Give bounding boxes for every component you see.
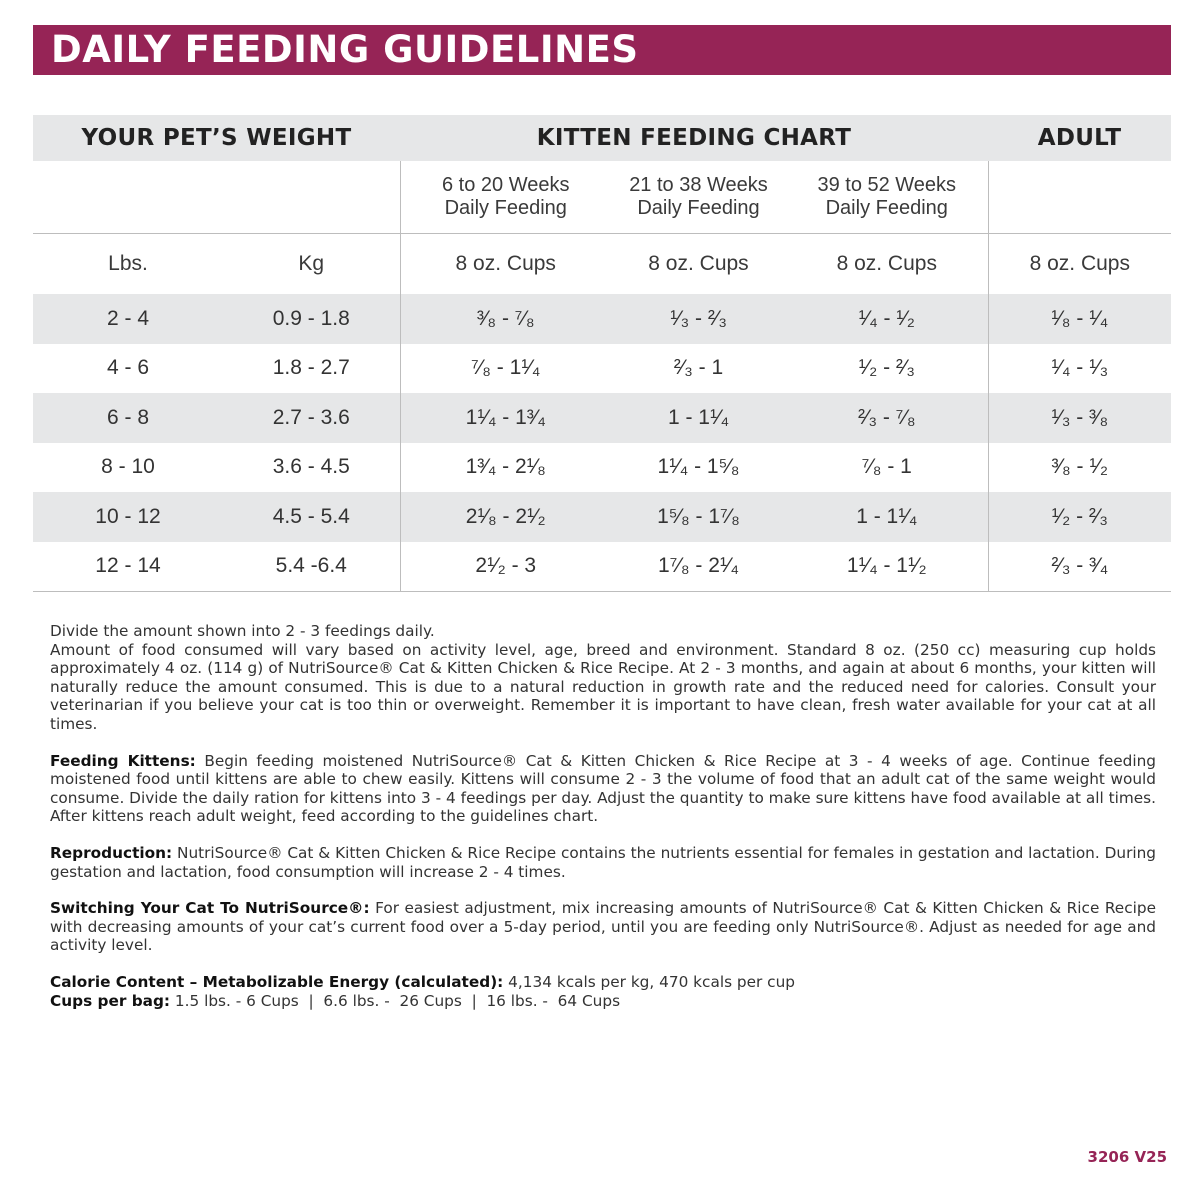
- cups-unit-header: 8 oz. Cups: [836, 252, 937, 275]
- cups-cell: ¹⁄₃ - ³⁄₈: [988, 393, 1171, 443]
- reproduction-note: Reproduction: NutriSource® Cat & Kitten Chicken & Rice Recipe contains the nutrients essential for females in gestation and lactation. During gestation and lactation, food consumption will increase 2 - 4 times.: [50, 843, 1157, 881]
- cups-cell: ¹⁄₈ - ¹⁄₄: [988, 294, 1171, 344]
- lbs-cell: 10 - 12: [33, 492, 223, 542]
- cups-cell: ¹⁄₂ - ²⁄₃: [858, 356, 915, 380]
- table-row: [33, 344, 1171, 394]
- lbs-cell: 4 - 6: [106, 356, 150, 380]
- cups-cell: ³⁄₈ - ¹⁄₂: [988, 443, 1171, 493]
- cups-unit-header: 8 oz. Cups: [988, 234, 1171, 295]
- age-column-39-52: 39 to 52 Weeks Daily Feeding: [786, 161, 988, 234]
- cups-cell: ¹⁄₄ - ¹⁄₂: [786, 294, 988, 344]
- lbs-unit-header: Lbs.: [108, 252, 148, 275]
- feeding-chart-table: [33, 115, 1171, 592]
- cups-cell: 1⁵⁄₈ - 1⁷⁄₈: [611, 492, 786, 542]
- cups-cell: 1 - 1¹⁄₄: [611, 393, 786, 443]
- product-code: 3206 V25: [1087, 1148, 1167, 1166]
- lbs-cell: 8 - 10: [101, 455, 155, 479]
- age-column-21-38: 21 to 38 Weeks Daily Feeding: [611, 161, 786, 234]
- kg-cell: 3.6 - 4.5: [272, 455, 350, 479]
- table-row: [33, 492, 1171, 542]
- cups-cell: ²⁄₃ - 1: [673, 356, 724, 380]
- kg-cell: 1.8 - 2.7: [272, 356, 350, 380]
- cups-cell: 1¹⁄₄ - 1³⁄₄: [400, 393, 611, 443]
- cups-cell: 2¹⁄₂ - 3: [400, 542, 611, 592]
- cups-cell: 1⁷⁄₈ - 2¹⁄₄: [611, 542, 786, 592]
- cups-cell: ³⁄₈ - ⁷⁄₈: [400, 294, 611, 344]
- cups-cell: ²⁄₃ - ³⁄₄: [988, 542, 1171, 592]
- calorie-cups-note: Calorie Content – Metabolizable Energy (calculated): 4,134 kcals per kg, 470 kcals per cup Cups per bag: 1.5 lbs. - 6 Cups | 6.6 lbs. - 26 Cups | 16 lbs. - 64 Cups: [50, 972, 795, 1010]
- kg-cell: 0.9 - 1.8: [223, 294, 400, 344]
- cups-unit-header: 8 oz. Cups: [648, 252, 749, 275]
- cups-cell: ⁷⁄₈ - 1¹⁄₄: [400, 344, 611, 394]
- kitten-header: KITTEN FEEDING CHART: [400, 115, 988, 161]
- adult-header: ADULT: [988, 115, 1171, 161]
- cups-unit-header: 8 oz. Cups: [400, 234, 611, 295]
- kg-cell: 2.7 - 3.6: [223, 393, 400, 443]
- page-title: DAILY FEEDING GUIDELINES: [33, 25, 1171, 75]
- table-row: [33, 542, 1171, 592]
- feeding-notes: [50, 622, 1156, 1010]
- cups-cell: ⁷⁄₈ - 1: [861, 455, 912, 479]
- cups-cell: ¹⁄₂ - ²⁄₃: [988, 492, 1171, 542]
- kg-cell: 4.5 - 5.4: [223, 492, 400, 542]
- feeding-kittens-note: Feeding Kittens: Begin feeding moistened NutriSource® Cat & Kitten Chicken & Rice Recipe at 3 - 4 weeks of age. Continue feeding moistened food until kittens are able to chew easily. Kittens will consume 2 - 3 the volume of food that an adult cat of the same weight would consume. Divide the daily ration for kittens into 3 - 4 feedings per day. Adjust the quantity to make sure kittens have food available at all times. After kittens reach adult weight, feed according to the guidelines chart.: [50, 751, 1156, 826]
- table-row: [33, 393, 1171, 443]
- general-note: Divide the amount shown into 2 - 3 feedings daily. Amount of food consumed will vary based on activity level, age, breed and environment. Standard 8 oz. (250 cc) measuring cup holds approximately 4 oz. (114 g) of NutriSource® Cat & Kitten Chicken & Rice Recipe. At 2 - 3 months, and again at about 6 months, your kitten will naturally reduce the amount consumed. This is due to a natural reduction in growth rate and the reduced need for calories. Consult your veterinarian if you believe your cat is too thin or overweight. Remember it is important to have clean, fresh water available for your cat at all times.: [50, 622, 1156, 733]
- cups-cell: ²⁄₃ - ⁷⁄₈: [786, 393, 988, 443]
- lbs-cell: 2 - 4: [33, 294, 223, 344]
- cups-cell: 2¹⁄₈ - 2¹⁄₂: [400, 492, 611, 542]
- cups-cell: ¹⁄₃ - ²⁄₃: [611, 294, 786, 344]
- table-row: [33, 443, 1171, 493]
- cups-cell: 1 - 1¹⁄₄: [786, 492, 988, 542]
- kg-cell: 5.4 -6.4: [223, 542, 400, 592]
- kg-unit-header: Kg: [298, 252, 325, 275]
- table-row: [33, 294, 1171, 344]
- weight-header: YOUR PET’S WEIGHT: [33, 115, 400, 161]
- cups-cell: 1¹⁄₄ - 1¹⁄₂: [786, 542, 988, 592]
- lbs-cell: 6 - 8: [33, 393, 223, 443]
- switching-note: Switching Your Cat To NutriSource®: For easiest adjustment, mix increasing amounts of NutriSource® Cat & Kitten Chicken & Rice Recipe with decreasing amounts of your cat’s current food over a 5-day period, until you are feeding only NutriSource®. Adjust as needed for age and activity level.: [50, 899, 1156, 955]
- cups-cell: 1¹⁄₄ - 1⁵⁄₈: [657, 455, 740, 479]
- cups-cell: 1³⁄₄ - 2¹⁄₈: [400, 443, 611, 493]
- age-column-6-20: 6 to 20 Weeks Daily Feeding: [400, 161, 611, 234]
- cups-cell: ¹⁄₄ - ¹⁄₃: [988, 344, 1171, 394]
- lbs-cell: 12 - 14: [33, 542, 223, 592]
